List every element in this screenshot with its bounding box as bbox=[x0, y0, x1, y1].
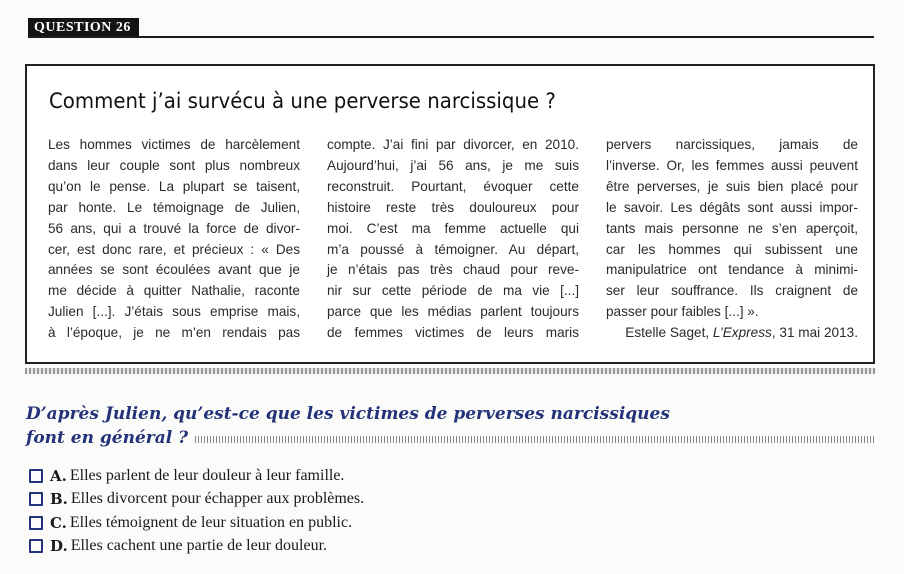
article-line: être perverses, je suis bien placé pour bbox=[606, 178, 858, 194]
question-number-label: QUESTION 26 bbox=[28, 18, 139, 37]
article-line: parce que les médias parlent toujours bbox=[327, 304, 579, 320]
source-date: , 31 mai 2013. bbox=[771, 325, 858, 341]
option-c[interactable] bbox=[29, 511, 364, 535]
article-line: m’a poussé à témoigner. Au départ, bbox=[327, 241, 579, 257]
article-line: pervers narcissiques, jamais de bbox=[606, 137, 858, 152]
question-line-1: D’après Julien, qu’est-ce que les victimes de perverses narcissiques bbox=[26, 404, 670, 424]
article-line: moi. C’est ma femme actuelle qui bbox=[327, 220, 579, 236]
option-a-text: Elles parlent de leur douleur à leur famille. bbox=[69, 466, 345, 484]
option-d-text: Elles cachent une partie de leur douleur. bbox=[70, 537, 328, 555]
article-line: nir sur cette période de ma vie [...] bbox=[327, 283, 579, 299]
option-c-letter: C. bbox=[50, 513, 67, 532]
option-d[interactable] bbox=[29, 535, 364, 559]
option-a-letter: A. bbox=[50, 466, 67, 485]
article-line: reconstruit. Pourtant, évoquer cette bbox=[327, 178, 579, 194]
article-line: à l’époque, je ne m’en rendais pas bbox=[48, 325, 300, 341]
article-line: car les hommes qui subissent une bbox=[606, 241, 858, 257]
box-shadow-rule bbox=[25, 368, 875, 374]
article-line: tants mais personne ne s’en aperçoit, bbox=[606, 220, 858, 236]
article-line: qu’on le pense. La plupart se taisent, bbox=[48, 178, 300, 194]
article-source bbox=[606, 323, 858, 344]
option-c-text: Elles témoignent de leur situation en public. bbox=[69, 513, 353, 531]
option-d-letter: D. bbox=[50, 537, 68, 556]
article-line: 56 ans, qui a trouvé la force de divor- bbox=[48, 220, 300, 236]
article-line: compte. J’ai fini par divorcer, en 2010. bbox=[327, 137, 579, 152]
article-line: passer pour faibles [...] ». bbox=[606, 304, 759, 320]
header-rule bbox=[28, 36, 874, 38]
article-title: Comment j’ai survécu à une perverse narcissique ? bbox=[49, 89, 556, 113]
article-line: le savoir. Les dégâts sont aussi impor- bbox=[606, 199, 858, 215]
article-line: de femmes victimes de leurs maris bbox=[327, 325, 579, 341]
article-line: je n’étais pas très chaud pour reve- bbox=[327, 262, 579, 278]
option-b[interactable] bbox=[29, 488, 364, 512]
article-column-2 bbox=[327, 135, 579, 344]
article-box bbox=[25, 64, 875, 364]
article-line: Aujourd’hui, j’ai 56 ans, je me suis bbox=[327, 157, 579, 173]
article-column-3 bbox=[606, 135, 858, 344]
article-line: me décide à quitter Nathalie, raconte bbox=[48, 283, 300, 299]
option-a-checkbox[interactable] bbox=[29, 469, 43, 483]
option-b-letter: B. bbox=[50, 490, 68, 509]
source-publication: L’Express bbox=[712, 325, 772, 341]
article-line: ser leur souffrance. Ils craignent de bbox=[606, 283, 858, 299]
article-line: l’inverse. Or, les femmes aussi peuvent bbox=[606, 157, 858, 173]
article-line: manipulatrice ont tendance à minimi- bbox=[606, 262, 858, 278]
article-line: Julien [...]. J’étais sous emprise mais, bbox=[48, 304, 300, 320]
article-line: par honte. Le témoignage de Julien, bbox=[48, 199, 300, 215]
article-line: années se sont écoulées avant que je bbox=[48, 262, 300, 278]
option-d-checkbox[interactable] bbox=[29, 539, 43, 553]
article-line: histoire reste très douloureux pour bbox=[327, 199, 579, 215]
question-line-2: font en général ? bbox=[26, 428, 189, 448]
article-line: Les hommes victimes de harcèlement bbox=[48, 137, 300, 152]
option-b-checkbox[interactable] bbox=[29, 492, 43, 506]
option-c-checkbox[interactable] bbox=[29, 516, 43, 530]
article-line: cer, est donc rare, et précieux : « Des bbox=[48, 241, 300, 257]
source-author: Estelle Saget, bbox=[625, 325, 713, 341]
article-line: dans leur couple sont plus nombreux bbox=[48, 157, 300, 173]
option-b-text: Elles divorcent pour échapper aux problèmes. bbox=[70, 490, 365, 508]
answer-options bbox=[29, 464, 364, 558]
question-dotted-rule bbox=[195, 436, 875, 443]
option-a[interactable] bbox=[29, 464, 364, 488]
article-column-1 bbox=[48, 135, 300, 344]
